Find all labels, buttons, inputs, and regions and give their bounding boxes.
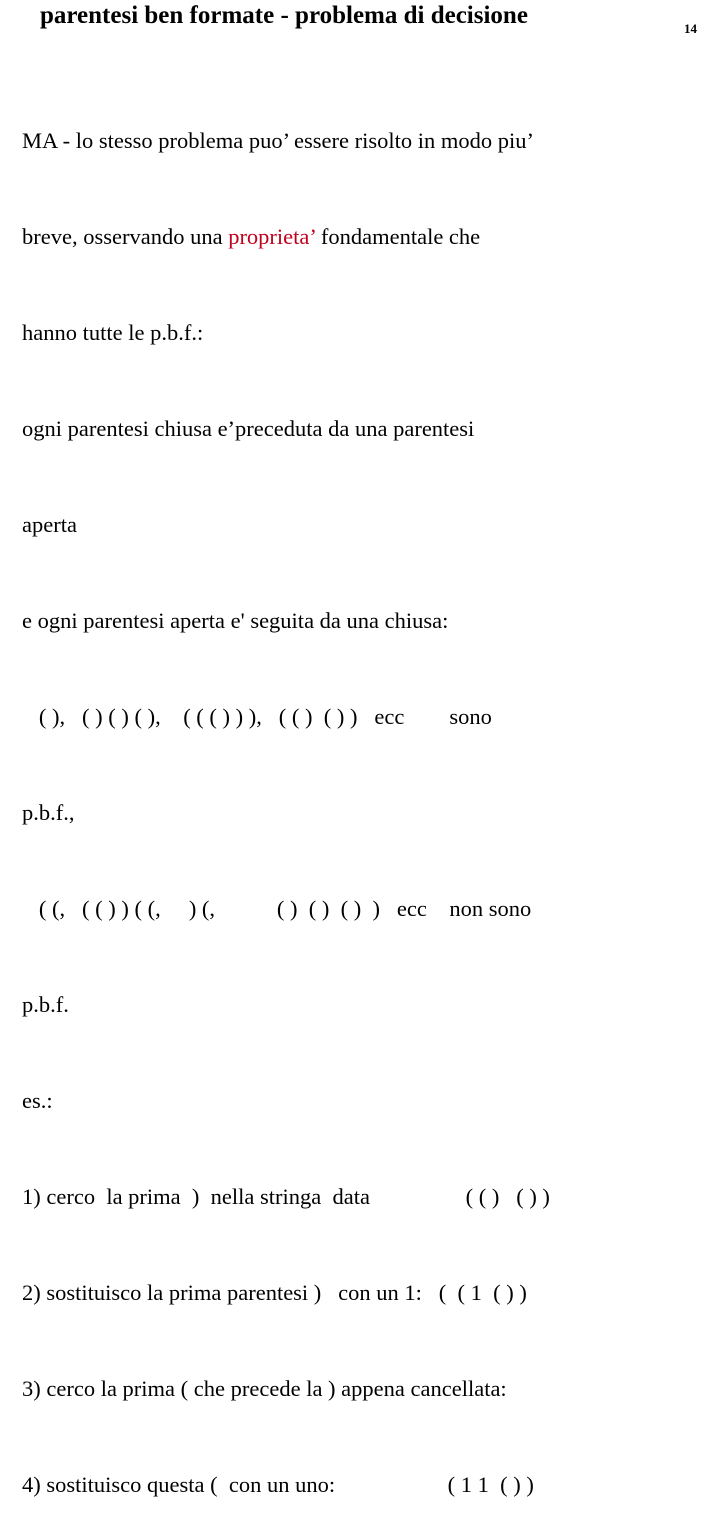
slide-title: parentesi ben formate - problema di decisione (40, 2, 528, 29)
body-line: es.: (22, 1088, 53, 1113)
body-line: ( (, ( ( ) ) ( (, ) (, ( ) ( ) ( ) ) ecc non sono (22, 896, 532, 921)
body-line: aperta (22, 512, 77, 537)
body-line: p.b.f. (22, 992, 69, 1017)
body-line: ogni parentesi chiusa e’preceduta da una parentesi (22, 416, 475, 441)
body-line-text: breve, osservando una (22, 224, 229, 249)
page-number: 14 (684, 21, 697, 36)
body-line-text: fondamentale che (315, 224, 481, 249)
body-line: 3) cerco la prima ( che precede la ) appena cancellata: (22, 1376, 507, 1401)
body-line: ( ), ( ) ( ) ( ), ( ( ( ) ) ), ( ( ) ( ) ) ecc sono (22, 704, 492, 729)
body-line (22, 221, 712, 253)
body-line: p.b.f., (22, 800, 75, 825)
body-line: 2) sostituisco la prima parentesi ) con un 1: ( ( 1 ( ) ) (22, 1280, 527, 1305)
body-line: e ogni parentesi aperta e' seguita da una chiusa: (22, 608, 449, 633)
body-line: MA - lo stesso problema puo’ essere risolto in modo piu’ (22, 128, 535, 153)
body-line: 4) sostituisco questa ( con un uno: ( 1 1 ( ) ) (22, 1472, 534, 1497)
body-line: 1) cerco la prima ) nella stringa data ( ( ) ( ) ) (22, 1184, 550, 1209)
body-line: hanno tutte le p.b.f.: (22, 320, 204, 345)
highlighted-term: proprieta’ (228, 224, 316, 249)
slide-body (22, 61, 712, 1533)
